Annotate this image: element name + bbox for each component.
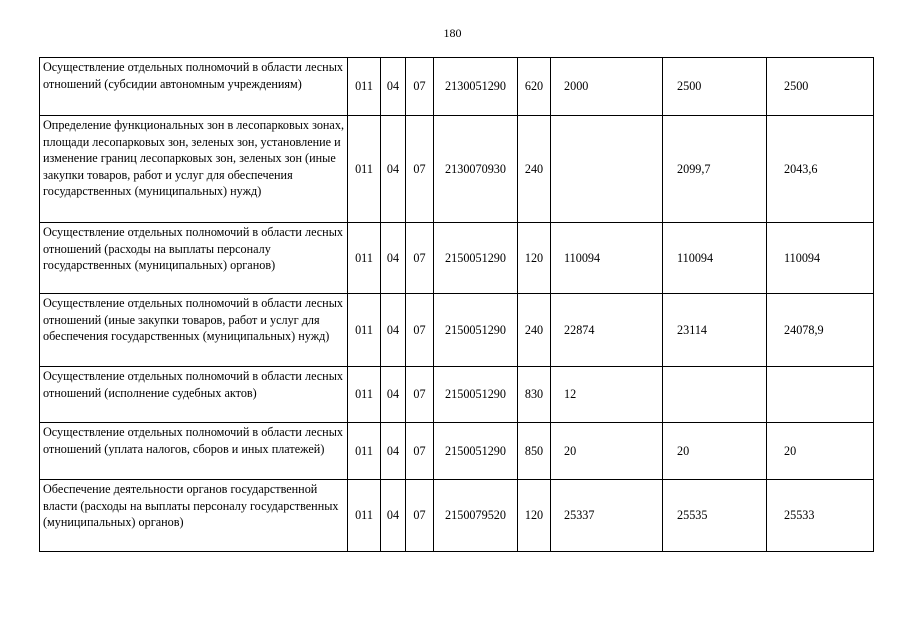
row-target-article: 2150079520	[434, 480, 518, 552]
row-amount-3: 2500	[767, 58, 874, 116]
row-section-code: 04	[381, 294, 406, 367]
row-target-article: 2150051290	[434, 294, 518, 367]
row-amount-1: 12	[551, 367, 663, 423]
table-row	[40, 294, 874, 367]
row-amount-2	[663, 367, 767, 423]
row-name: Осуществление отдельных полномочий в области лесных отношений (расходы на выплаты персоналу государственных (муниципальных) органов)	[40, 223, 348, 294]
row-amount-2: 25535	[663, 480, 767, 552]
row-subsection-code: 07	[406, 116, 434, 223]
table-row	[40, 367, 874, 423]
row-expense-type: 240	[518, 116, 551, 223]
table-row	[40, 58, 874, 116]
row-subsection-code: 07	[406, 223, 434, 294]
row-target-article: 2130051290	[434, 58, 518, 116]
row-expense-type: 850	[518, 423, 551, 480]
row-amount-3: 2043,6	[767, 116, 874, 223]
row-target-article: 2130070930	[434, 116, 518, 223]
row-ministry-code: 011	[348, 367, 381, 423]
row-name: Осуществление отдельных полномочий в области лесных отношений (исполнение судебных актов)	[40, 367, 348, 423]
row-ministry-code: 011	[348, 116, 381, 223]
row-name: Осуществление отдельных полномочий в области лесных отношений (иные закупки товаров, работ и услуг для обеспечения государственных (муниципальных) нужд)	[40, 294, 348, 367]
row-section-code: 04	[381, 223, 406, 294]
row-ministry-code: 011	[348, 223, 381, 294]
row-amount-1	[551, 116, 663, 223]
row-target-article: 2150051290	[434, 423, 518, 480]
row-amount-3: 110094	[767, 223, 874, 294]
row-ministry-code: 011	[348, 294, 381, 367]
table-row	[40, 423, 874, 480]
row-expense-type: 620	[518, 58, 551, 116]
row-section-code: 04	[381, 367, 406, 423]
row-expense-type: 830	[518, 367, 551, 423]
row-amount-3	[767, 367, 874, 423]
table-row	[40, 480, 874, 552]
budget-table	[39, 57, 874, 552]
row-amount-2: 23114	[663, 294, 767, 367]
row-amount-3: 20	[767, 423, 874, 480]
row-name: Осуществление отдельных полномочий в области лесных отношений (субсидии автономным учреждениям)	[40, 58, 348, 116]
row-section-code: 04	[381, 116, 406, 223]
row-amount-2: 2099,7	[663, 116, 767, 223]
row-subsection-code: 07	[406, 480, 434, 552]
row-expense-type: 120	[518, 223, 551, 294]
row-amount-2: 20	[663, 423, 767, 480]
row-section-code: 04	[381, 58, 406, 116]
row-name: Осуществление отдельных полномочий в области лесных отношений (уплата налогов, сборов и иных платежей)	[40, 423, 348, 480]
table-row	[40, 223, 874, 294]
row-expense-type: 240	[518, 294, 551, 367]
row-ministry-code: 011	[348, 58, 381, 116]
row-target-article: 2150051290	[434, 223, 518, 294]
row-subsection-code: 07	[406, 367, 434, 423]
row-subsection-code: 07	[406, 294, 434, 367]
row-amount-3: 24078,9	[767, 294, 874, 367]
row-amount-3: 25533	[767, 480, 874, 552]
row-subsection-code: 07	[406, 58, 434, 116]
row-amount-1: 22874	[551, 294, 663, 367]
row-name: Обеспечение деятельности органов государственной власти (расходы на выплаты персоналу государственных (муниципальных) органов)	[40, 480, 348, 552]
row-amount-2: 110094	[663, 223, 767, 294]
row-amount-1: 2000	[551, 58, 663, 116]
row-expense-type: 120	[518, 480, 551, 552]
row-ministry-code: 011	[348, 423, 381, 480]
table-row	[40, 116, 874, 223]
row-amount-1: 25337	[551, 480, 663, 552]
row-subsection-code: 07	[406, 423, 434, 480]
row-name: Определение функциональных зон в лесопарковых зонах, площади лесопарковых зон, зеленых зон, установление и изменение границ лесопарковых зон, зеленых зон (иные закупки товаров, работ и услуг для обеспечения государственных (муниципальных) нужд)	[40, 116, 348, 223]
row-ministry-code: 011	[348, 480, 381, 552]
row-section-code: 04	[381, 480, 406, 552]
row-target-article: 2150051290	[434, 367, 518, 423]
row-amount-1: 110094	[551, 223, 663, 294]
row-section-code: 04	[381, 423, 406, 480]
row-amount-2: 2500	[663, 58, 767, 116]
row-amount-1: 20	[551, 423, 663, 480]
page-number: 180	[443, 26, 462, 40]
